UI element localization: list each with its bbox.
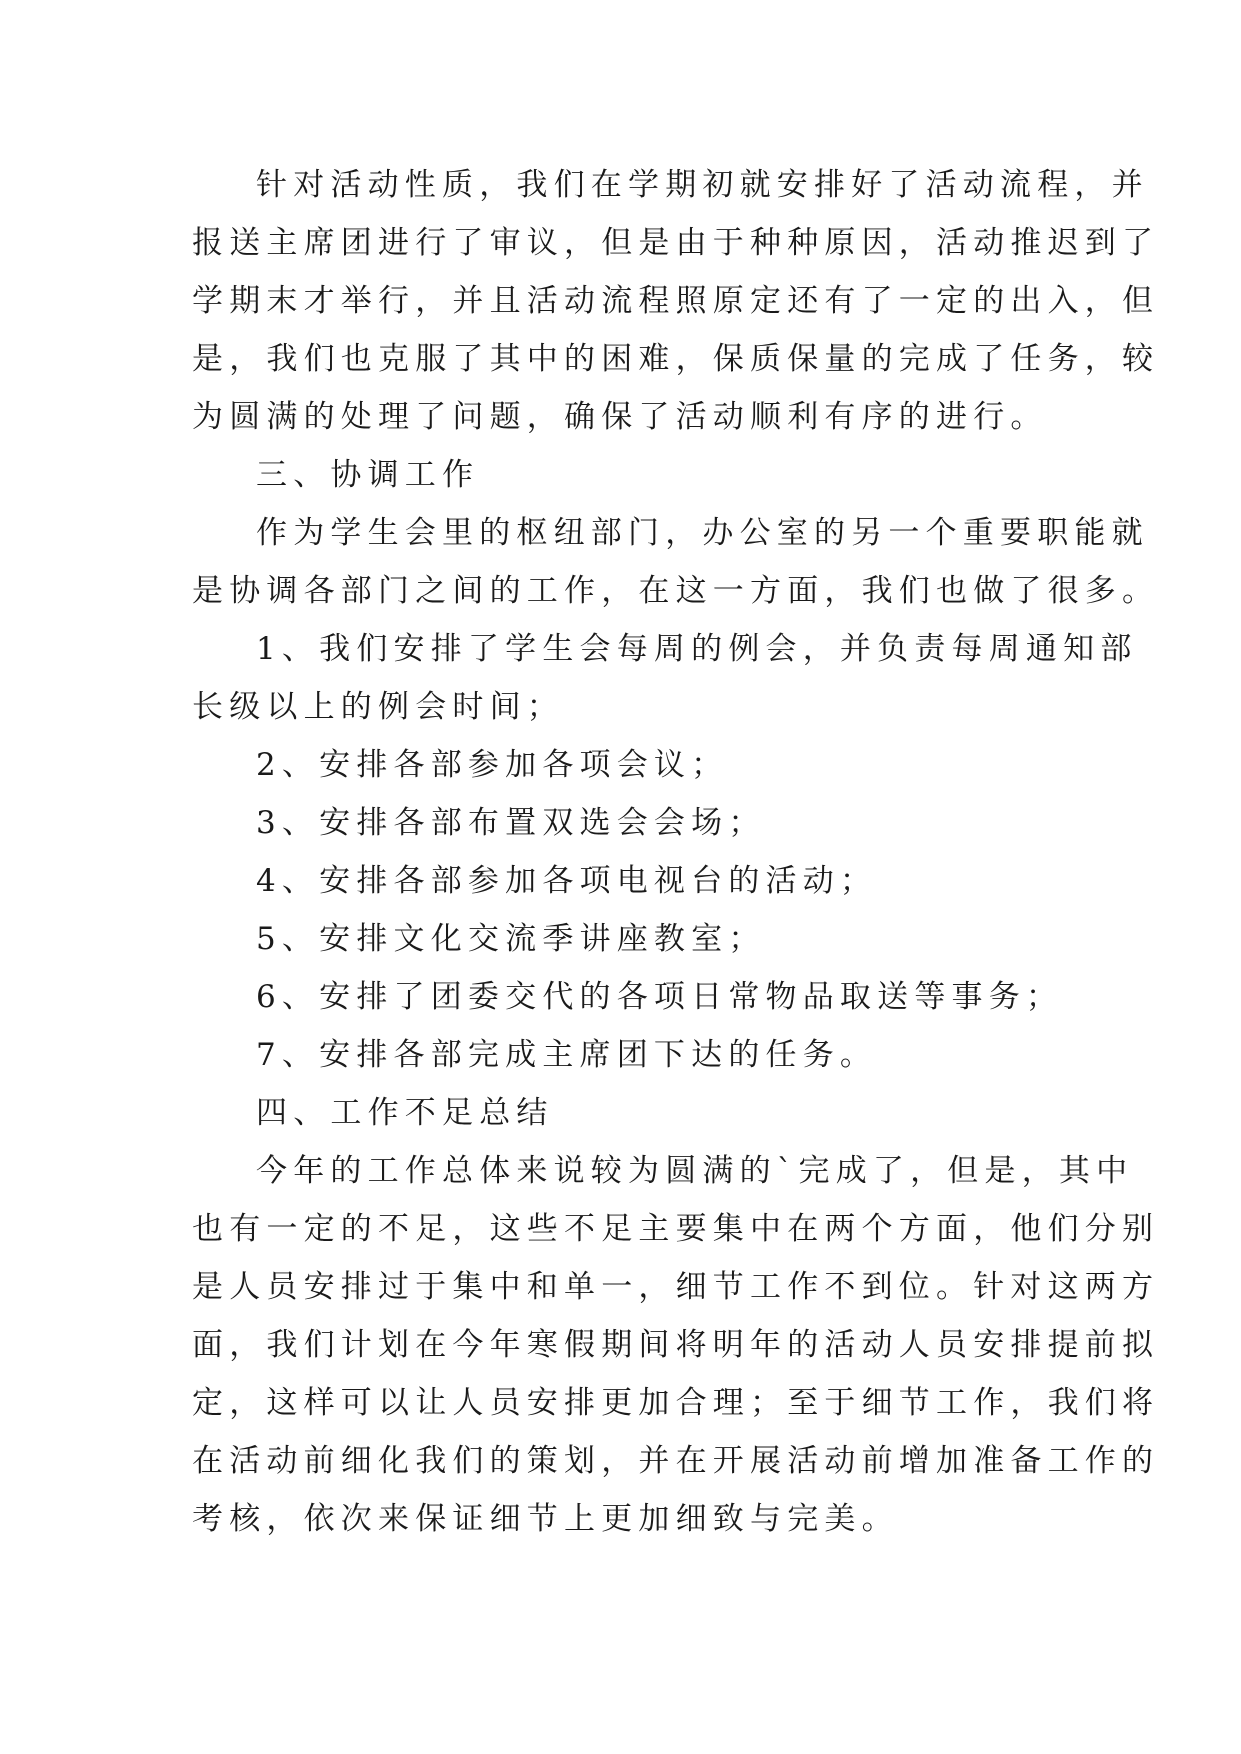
paragraph-line: 是，我们也克服了其中的困难，保质保量的完成了任务，较 <box>192 341 1160 377</box>
section-heading: 三、协调工作 <box>256 457 480 493</box>
paragraph-line: 也有一定的不足，这些不足主要集中在两个方面，他们分别 <box>192 1211 1160 1247</box>
list-item: 7、安排各部完成主席团下达的任务。 <box>256 1037 878 1073</box>
list-item: 6、安排了团委交代的各项日常物品取送等事务； <box>256 979 1064 1015</box>
paragraph-line: 是人员安排过于集中和单一，细节工作不到位。针对这两方 <box>192 1269 1160 1305</box>
paragraph-line: 定，这样可以让人员安排更加合理；至于细节工作，我们将 <box>192 1385 1160 1421</box>
paragraph-line: 在活动前细化我们的策划，并在开展活动前增加准备工作的 <box>192 1443 1160 1479</box>
paragraph-line: 考核，依次来保证细节上更加细致与完美。 <box>192 1501 899 1537</box>
paragraph-line: 作为学生会里的枢纽部门，办公室的另一个重要职能就 <box>256 515 1149 551</box>
list-item: 1、我们安排了学生会每周的例会，并负责每周通知部 <box>256 631 1138 667</box>
section-heading: 四、工作不足总结 <box>256 1095 554 1131</box>
list-item: 2、安排各部参加各项会议； <box>256 747 729 783</box>
list-item: 3、安排各部布置双选会会场； <box>256 805 766 841</box>
list-item: 5、安排文化交流季讲座教室； <box>256 921 766 957</box>
document-body <box>192 156 1160 1548</box>
list-item-continuation: 长级以上的例会时间； <box>192 689 564 725</box>
paragraph-line: 是协调各部门之间的工作，在这一方面，我们也做了很多。 <box>192 573 1160 609</box>
paragraph-line: 报送主席团进行了审议，但是由于种种原因，活动推迟到了 <box>192 225 1160 261</box>
paragraph-line: 面，我们计划在今年寒假期间将明年的活动人员安排提前拟 <box>192 1327 1160 1363</box>
paragraph-line: 学期末才举行，并且活动流程照原定还有了一定的出入，但 <box>192 283 1160 319</box>
paragraph-line: 为圆满的处理了问题，确保了活动顺利有序的进行。 <box>192 399 1048 435</box>
list-item: 4、安排各部参加各项电视台的活动； <box>256 863 878 899</box>
paragraph-line: 今年的工作总体来说较为圆满的`完成了，但是，其中 <box>256 1153 1134 1189</box>
paragraph-line: 针对活动性质，我们在学期初就安排好了活动流程，并 <box>256 167 1149 203</box>
